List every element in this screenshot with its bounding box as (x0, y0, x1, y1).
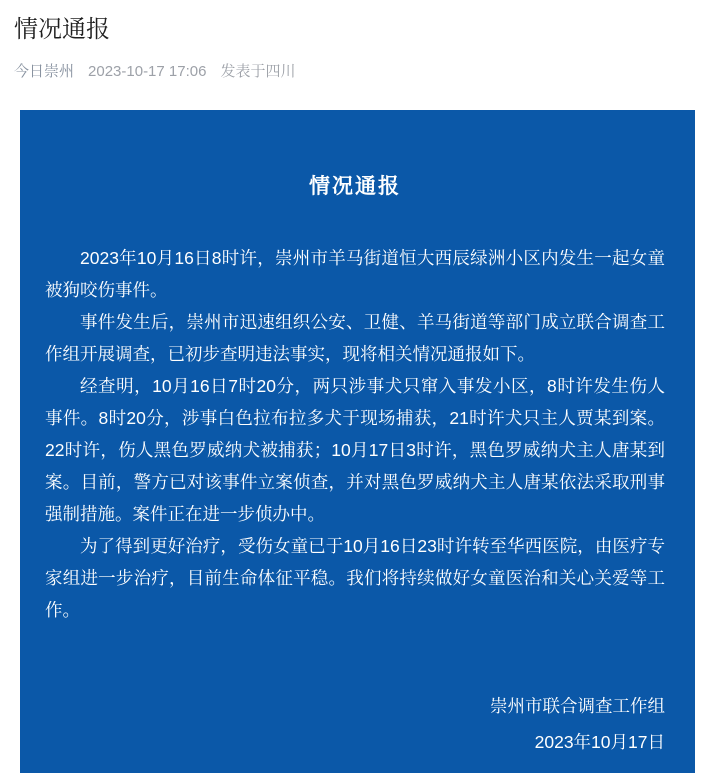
notice-signature-block (45, 688, 665, 760)
notice-card (20, 110, 695, 773)
article-meta (14, 62, 699, 82)
account-name-link[interactable]: 今日崇州 (14, 63, 75, 80)
notice-paragraph-1: 2023年10月16日8时许，崇州市羊马街道恒大西辰绿洲小区内发生一起女童被狗咬伤事件。 (45, 248, 665, 300)
article-header (0, 0, 715, 82)
notice-paragraph-3: 经查明，10月16日7时20分，两只涉事犬只窜入事发小区，8时许发生伤人事件。8时20分，涉事白色拉布拉多犬于现场捕获，21时许犬只主人贾某到案。22时许，伤人黑色罗威纳犬被捕获；10月17日3时许，黑色罗威纳犬主人唐某到案。目前，警方已对该事件立案侦查，并对黑色罗威纳犬主人唐某依法采取刑事强制措施。案件正在进一步侦办中。 (45, 376, 665, 524)
notice-paragraph-4: 为了得到更好治疗，受伤女童已于10月16日23时许转至华西医院，由医疗专家组进一步治疗，目前生命体征平稳。我们将持续做好女童医治和关心关爱等工作。 (45, 536, 665, 620)
notice-heading: 情况通报 (309, 175, 401, 198)
publish-timestamp: 2023-10-17 17:06 (88, 63, 207, 80)
publish-location: 发表于四川 (220, 63, 296, 80)
notice-paragraph-2: 事件发生后，崇州市迅速组织公安、卫健、羊马街道等部门成立联合调查工作组开展调查，已初步查明违法事实，现将相关情况通报如下。 (45, 312, 665, 364)
page-title: 情况通报 (14, 16, 110, 43)
notice-body (45, 242, 665, 626)
notice-signature: 崇州市联合调查工作组 (490, 696, 665, 716)
notice-date: 2023年10月17日 (534, 732, 665, 752)
